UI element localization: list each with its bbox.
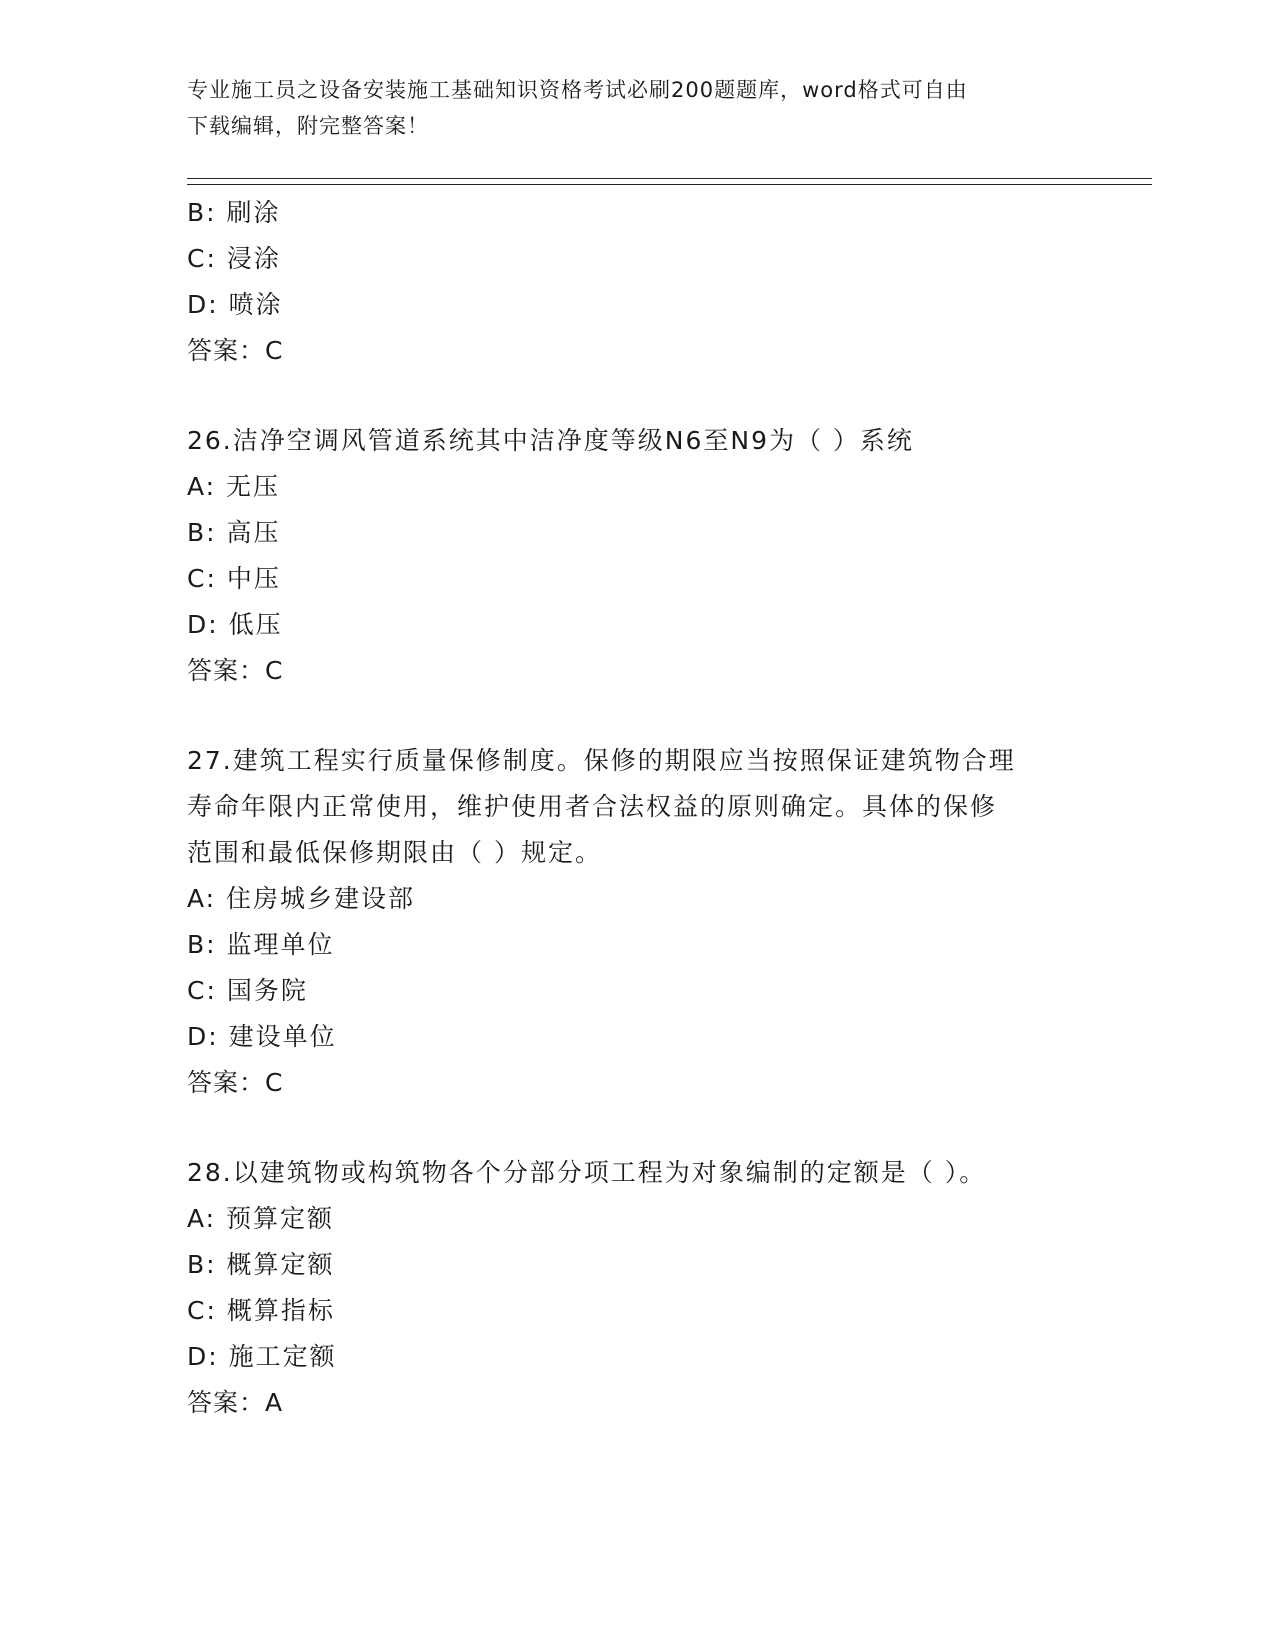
- question-stem: 28.以建筑物或构筑物各个分部分项工程为对象编制的定额是（ ）。: [187, 1158, 987, 1187]
- question-28: [187, 1150, 1152, 1426]
- option-b: B: 刷涂: [187, 198, 281, 227]
- header-divider-bottom: [187, 184, 1152, 185]
- question-stem-line-2: 寿命年限内正常使用，维护使用者合法权益的原则确定。具体的保修: [187, 792, 998, 821]
- option-d: D: 喷涂: [187, 290, 283, 319]
- option-a: A: 住房城乡建设部: [187, 884, 416, 913]
- question-25: [187, 190, 1152, 374]
- question-stem-line-1: 27.建筑工程实行质量保修制度。保修的期限应当按照保证建筑物合理: [187, 746, 1016, 775]
- answer: 答案：C: [187, 656, 284, 685]
- document-header: [187, 72, 1087, 144]
- header-line-1: 专业施工员之设备安装施工基础知识资格考试必刷200题题库，word格式可自由: [187, 78, 968, 102]
- answer: 答案：C: [187, 336, 284, 365]
- option-b: B: 高压: [187, 518, 281, 547]
- option-d: D: 低压: [187, 610, 283, 639]
- header-line-2: 下载编辑，附完整答案！: [187, 114, 429, 138]
- option-d: D: 施工定额: [187, 1342, 337, 1371]
- header-divider-top: [187, 178, 1152, 179]
- answer: 答案：A: [187, 1388, 284, 1417]
- question-stem-line-3: 范围和最低保修期限由（ ）规定。: [187, 838, 602, 867]
- question-26: [187, 418, 1152, 694]
- option-c: C: 国务院: [187, 976, 308, 1005]
- question-stem: 26.洁净空调风管道系统其中洁净度等级N6至N9为（ ）系统: [187, 426, 914, 455]
- answer: 答案：C: [187, 1068, 284, 1097]
- option-b: B: 概算定额: [187, 1250, 335, 1279]
- option-c: C: 中压: [187, 564, 281, 593]
- option-a: A: 预算定额: [187, 1204, 335, 1233]
- option-a: A: 无压: [187, 472, 281, 501]
- question-27: [187, 738, 1152, 1106]
- option-c: C: 浸涂: [187, 244, 281, 273]
- option-d: D: 建设单位: [187, 1022, 337, 1051]
- question-list: [187, 190, 1152, 1426]
- option-b: B: 监理单位: [187, 930, 335, 959]
- option-c: C: 概算指标: [187, 1296, 335, 1325]
